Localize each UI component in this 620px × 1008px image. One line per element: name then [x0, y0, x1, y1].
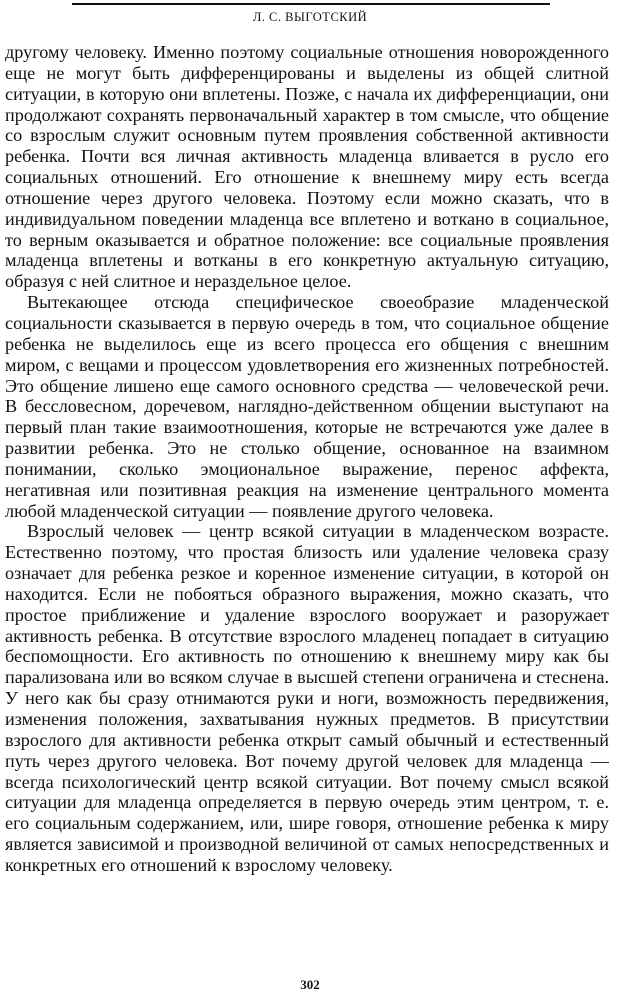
header-rule — [72, 3, 550, 5]
body-text — [5, 42, 609, 876]
paragraph-3: Взрослый человек — центр всякой ситуации в младенческом возрасте. Естественно поэтому, что простая близость или удаление человека сразу означает для ребенка резкое и коренное изменение ситуации, в которой он находится. Если не побояться образного выражения, можно сказать, что простое приближение и удаление взрослого вооружает и разоружает активность ребенка. В отсутствие взрослого младенец попадает в ситуацию беспомощности. Его активность по отношению к внешнему миру как бы парализована или во всяком случае в высшей степени ограничена и стеснена. У него как бы сразу отнимаются руки и ноги, возможность передвижения, изменения положения, захватывания нужных предметов. В присутствии взрослого для активности ребенка открыт самый обычный и естественный путь через другого человека. Вот почему другой человек для младенца — всегда психологический центр всякой ситуации. Вот почему смысл всякой ситуации для младенца определяется в первую очередь этим центром, т. е. его социальным содержанием, или, шире говоря, отношение ребенка к миру является зависимой и производной величиной от самых непосредственных и конкретных его отношений к взрослому человеку. — [5, 521, 609, 875]
paragraph-2: Вытекающее отсюда специфическое своеобразие младенческой социальности сказывается в первую очередь в том, что социальное общение ребенка не выделилось еще из всего процесса его общения с внешним миром, с вещами и процессом удовлетворения его жизненных потребностей. Это общение лишено еще самого основного средства — человеческой речи. В бессловесном, доречевом, наглядно-действенном общении выступают на первый план такие взаимоотношения, которые не встречаются уже далее в развитии ребенка. Это не столько общение, основанное на взаимном понимании, сколько эмоциональное выражение, перенос аффекта, негативная или позитивная реакция на изменение центрального момента любой младенческой ситуации — появление другого человека. — [5, 292, 609, 521]
paragraph-1: другому человеку. Именно поэтому социальные отношения новорожденного еще не могут быть дифференцированы и выделены из общей слитной ситуации, в которую они вплетены. Позже, с начала их дифференциации, они продолжают сохранять первоначальный характер в том смысле, что общение со взрослым служит основным путем проявления собственной активности ребенка. Почти вся личная активность младенца вливается в русло его социальных отношений. Его отношение к внешнему миру есть всегда отношение через другого человека. Поэтому если можно сказать, что в индивидуальном поведении младенца все вплетено и воткано в социальное, то верным оказывается и обратное положение: все социальные проявления младенца вплетены и вотканы в его конкретную актуальную ситуацию, образуя с ней слитное и нераздельное целое. — [5, 42, 609, 292]
page-number: 302 — [300, 977, 320, 992]
running-head: Л. С. ВЫГОТСКИЙ — [252, 10, 368, 24]
